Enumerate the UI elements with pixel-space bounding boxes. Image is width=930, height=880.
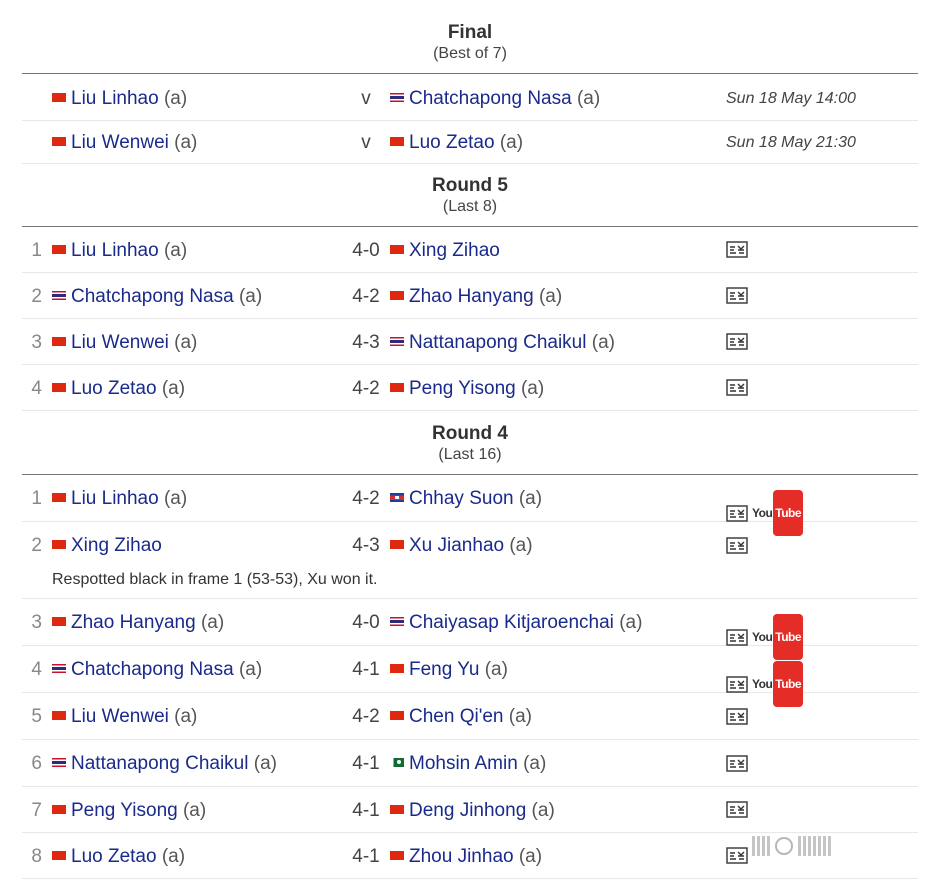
- player-one[interactable]: Luo Zetao (a): [52, 835, 185, 879]
- player-one[interactable]: Liu Wenwei (a): [52, 695, 197, 739]
- section-title: Round 4: [432, 423, 508, 444]
- match-row: [22, 275, 918, 319]
- final-match-row: [22, 78, 918, 121]
- scorecard-icon[interactable]: [726, 241, 748, 258]
- match-row: [22, 742, 918, 787]
- section-subtitle: (Last 16): [438, 446, 502, 463]
- player-one[interactable]: Liu Linhao (a): [52, 477, 187, 521]
- china-flag-icon: [390, 540, 404, 549]
- china-flag-icon: [52, 540, 66, 549]
- match-score: 4-1: [352, 753, 380, 774]
- player-two[interactable]: Peng Yisong (a): [390, 367, 544, 411]
- scorecard-icon[interactable]: [726, 629, 748, 646]
- match-row: [22, 789, 918, 833]
- thailand-flag-icon: [390, 617, 404, 626]
- match-score: 4-1: [352, 800, 380, 821]
- player-two[interactable]: Xing Zihao: [390, 229, 500, 273]
- match-score: 4-2: [352, 286, 380, 307]
- match-note: Respotted black in frame 1 (53-53), Xu won it.: [52, 571, 378, 588]
- china-flag-icon: [390, 664, 404, 673]
- player-two[interactable]: Luo Zetao (a): [390, 122, 523, 164]
- china-flag-icon: [52, 711, 66, 720]
- china-flag-icon: [52, 805, 66, 814]
- versus-label: v: [361, 88, 371, 109]
- china-flag-icon: [52, 851, 66, 860]
- match-row: [22, 229, 918, 273]
- thailand-flag-icon: [390, 93, 404, 102]
- player-two[interactable]: Chatchapong Nasa (a): [390, 78, 600, 120]
- player-one[interactable]: Peng Yisong (a): [52, 789, 206, 833]
- player-one[interactable]: Chatchapong Nasa (a): [52, 648, 262, 692]
- player-one[interactable]: Chatchapong Nasa (a): [52, 275, 262, 319]
- player-two[interactable]: Mohsin Amin (a): [390, 742, 546, 786]
- match-number: 5: [31, 706, 42, 727]
- match-number: 8: [31, 846, 42, 867]
- youtube-icon[interactable]: You Tube: [752, 490, 803, 536]
- china-flag-icon: [52, 93, 66, 102]
- match-score: 4-3: [352, 332, 380, 353]
- china-flag-icon: [390, 805, 404, 814]
- match-row: [22, 648, 918, 693]
- match-time: Sun 18 May 14:00: [726, 90, 856, 107]
- match-time: Sun 18 May 21:30: [726, 134, 856, 151]
- match-score: 4-0: [352, 612, 380, 633]
- player-one[interactable]: Liu Linhao (a): [52, 78, 187, 120]
- player-two[interactable]: Chen Qi'en (a): [390, 695, 532, 739]
- china-flag-icon: [52, 245, 66, 254]
- match-number: 3: [31, 332, 42, 353]
- scorecard-icon[interactable]: [726, 379, 748, 396]
- thailand-flag-icon: [52, 664, 66, 673]
- match-number: 1: [31, 488, 42, 509]
- match-score: 4-2: [352, 378, 380, 399]
- player-one[interactable]: Nattanapong Chaikul (a): [52, 742, 277, 786]
- scorecard-icon[interactable]: [726, 676, 748, 693]
- scorecard-icon[interactable]: [726, 505, 748, 522]
- section-header-round5: [22, 175, 918, 227]
- player-one[interactable]: Liu Linhao (a): [52, 229, 187, 273]
- versus-label: v: [361, 132, 371, 153]
- match-score: 4-2: [352, 488, 380, 509]
- youtube-icon[interactable]: You Tube: [752, 614, 803, 660]
- scorecard-icon[interactable]: [726, 287, 748, 304]
- player-two[interactable]: Chaiyasap Kitjaroenchai (a): [390, 601, 642, 645]
- scorecard-icon[interactable]: [726, 537, 748, 554]
- match-row: [22, 321, 918, 365]
- match-score: 4-1: [352, 659, 380, 680]
- section-header-round4: [22, 423, 918, 475]
- match-row: [22, 695, 918, 740]
- china-flag-icon: [390, 245, 404, 254]
- scorecard-icon[interactable]: [726, 847, 748, 864]
- scorecard-icon[interactable]: [726, 708, 748, 725]
- match-number: 6: [31, 753, 42, 774]
- section-subtitle: (Best of 7): [433, 45, 507, 62]
- china-flag-icon: [52, 493, 66, 502]
- player-one[interactable]: Liu Wenwei (a): [52, 122, 197, 164]
- match-number: 2: [31, 535, 42, 556]
- section-header-final: [22, 22, 918, 74]
- section-title: Final: [447, 22, 493, 43]
- section-title: Round 5: [432, 175, 508, 196]
- china-flag-icon: [52, 383, 66, 392]
- player-one[interactable]: Liu Wenwei (a): [52, 321, 197, 365]
- player-one[interactable]: Zhao Hanyang (a): [52, 601, 224, 645]
- match-row: [22, 367, 918, 411]
- match-number: 4: [31, 378, 42, 399]
- match-number: 1: [31, 240, 42, 261]
- match-score: 4-0: [352, 240, 380, 261]
- player-two[interactable]: Zhao Hanyang (a): [390, 275, 562, 319]
- player-one[interactable]: Xing Zihao: [52, 524, 162, 568]
- match-row: [22, 524, 918, 599]
- watermark: [752, 836, 831, 856]
- thailand-flag-icon: [52, 291, 66, 300]
- match-score: 4-2: [352, 706, 380, 727]
- player-two[interactable]: Deng Jinhong (a): [390, 789, 555, 833]
- match-number: 2: [31, 286, 42, 307]
- cambodia-flag-icon: [390, 493, 404, 502]
- china-flag-icon: [390, 137, 404, 146]
- china-flag-icon: [52, 337, 66, 346]
- player-one[interactable]: Luo Zetao (a): [52, 367, 185, 411]
- china-flag-icon: [390, 711, 404, 720]
- match-row: [22, 601, 918, 646]
- player-two[interactable]: Chhay Suon (a): [390, 477, 542, 521]
- player-two[interactable]: Feng Yu (a): [390, 648, 508, 692]
- player-two[interactable]: Nattanapong Chaikul (a): [390, 321, 615, 365]
- match-row: [22, 477, 918, 522]
- scorecard-icon[interactable]: [726, 755, 748, 772]
- scorecard-icon[interactable]: [726, 801, 748, 818]
- thailand-flag-icon: [52, 758, 66, 767]
- china-flag-icon: [390, 383, 404, 392]
- final-match-row: [22, 122, 918, 164]
- match-score: 4-1: [352, 846, 380, 867]
- match-number: 3: [31, 612, 42, 633]
- match-number: 4: [31, 659, 42, 680]
- match-number: 7: [31, 800, 42, 821]
- player-two[interactable]: Zhou Jinhao (a): [390, 835, 542, 879]
- youtube-icon[interactable]: You Tube: [752, 661, 803, 707]
- match-score: 4-3: [352, 535, 380, 556]
- thailand-flag-icon: [390, 337, 404, 346]
- china-flag-icon: [52, 137, 66, 146]
- china-flag-icon: [52, 617, 66, 626]
- section-subtitle: (Last 8): [442, 198, 498, 215]
- player-two[interactable]: Xu Jianhao (a): [390, 524, 533, 568]
- china-flag-icon: [390, 291, 404, 300]
- china-flag-icon: [390, 851, 404, 860]
- scorecard-icon[interactable]: [726, 333, 748, 350]
- pakistan-flag-icon: [390, 758, 404, 767]
